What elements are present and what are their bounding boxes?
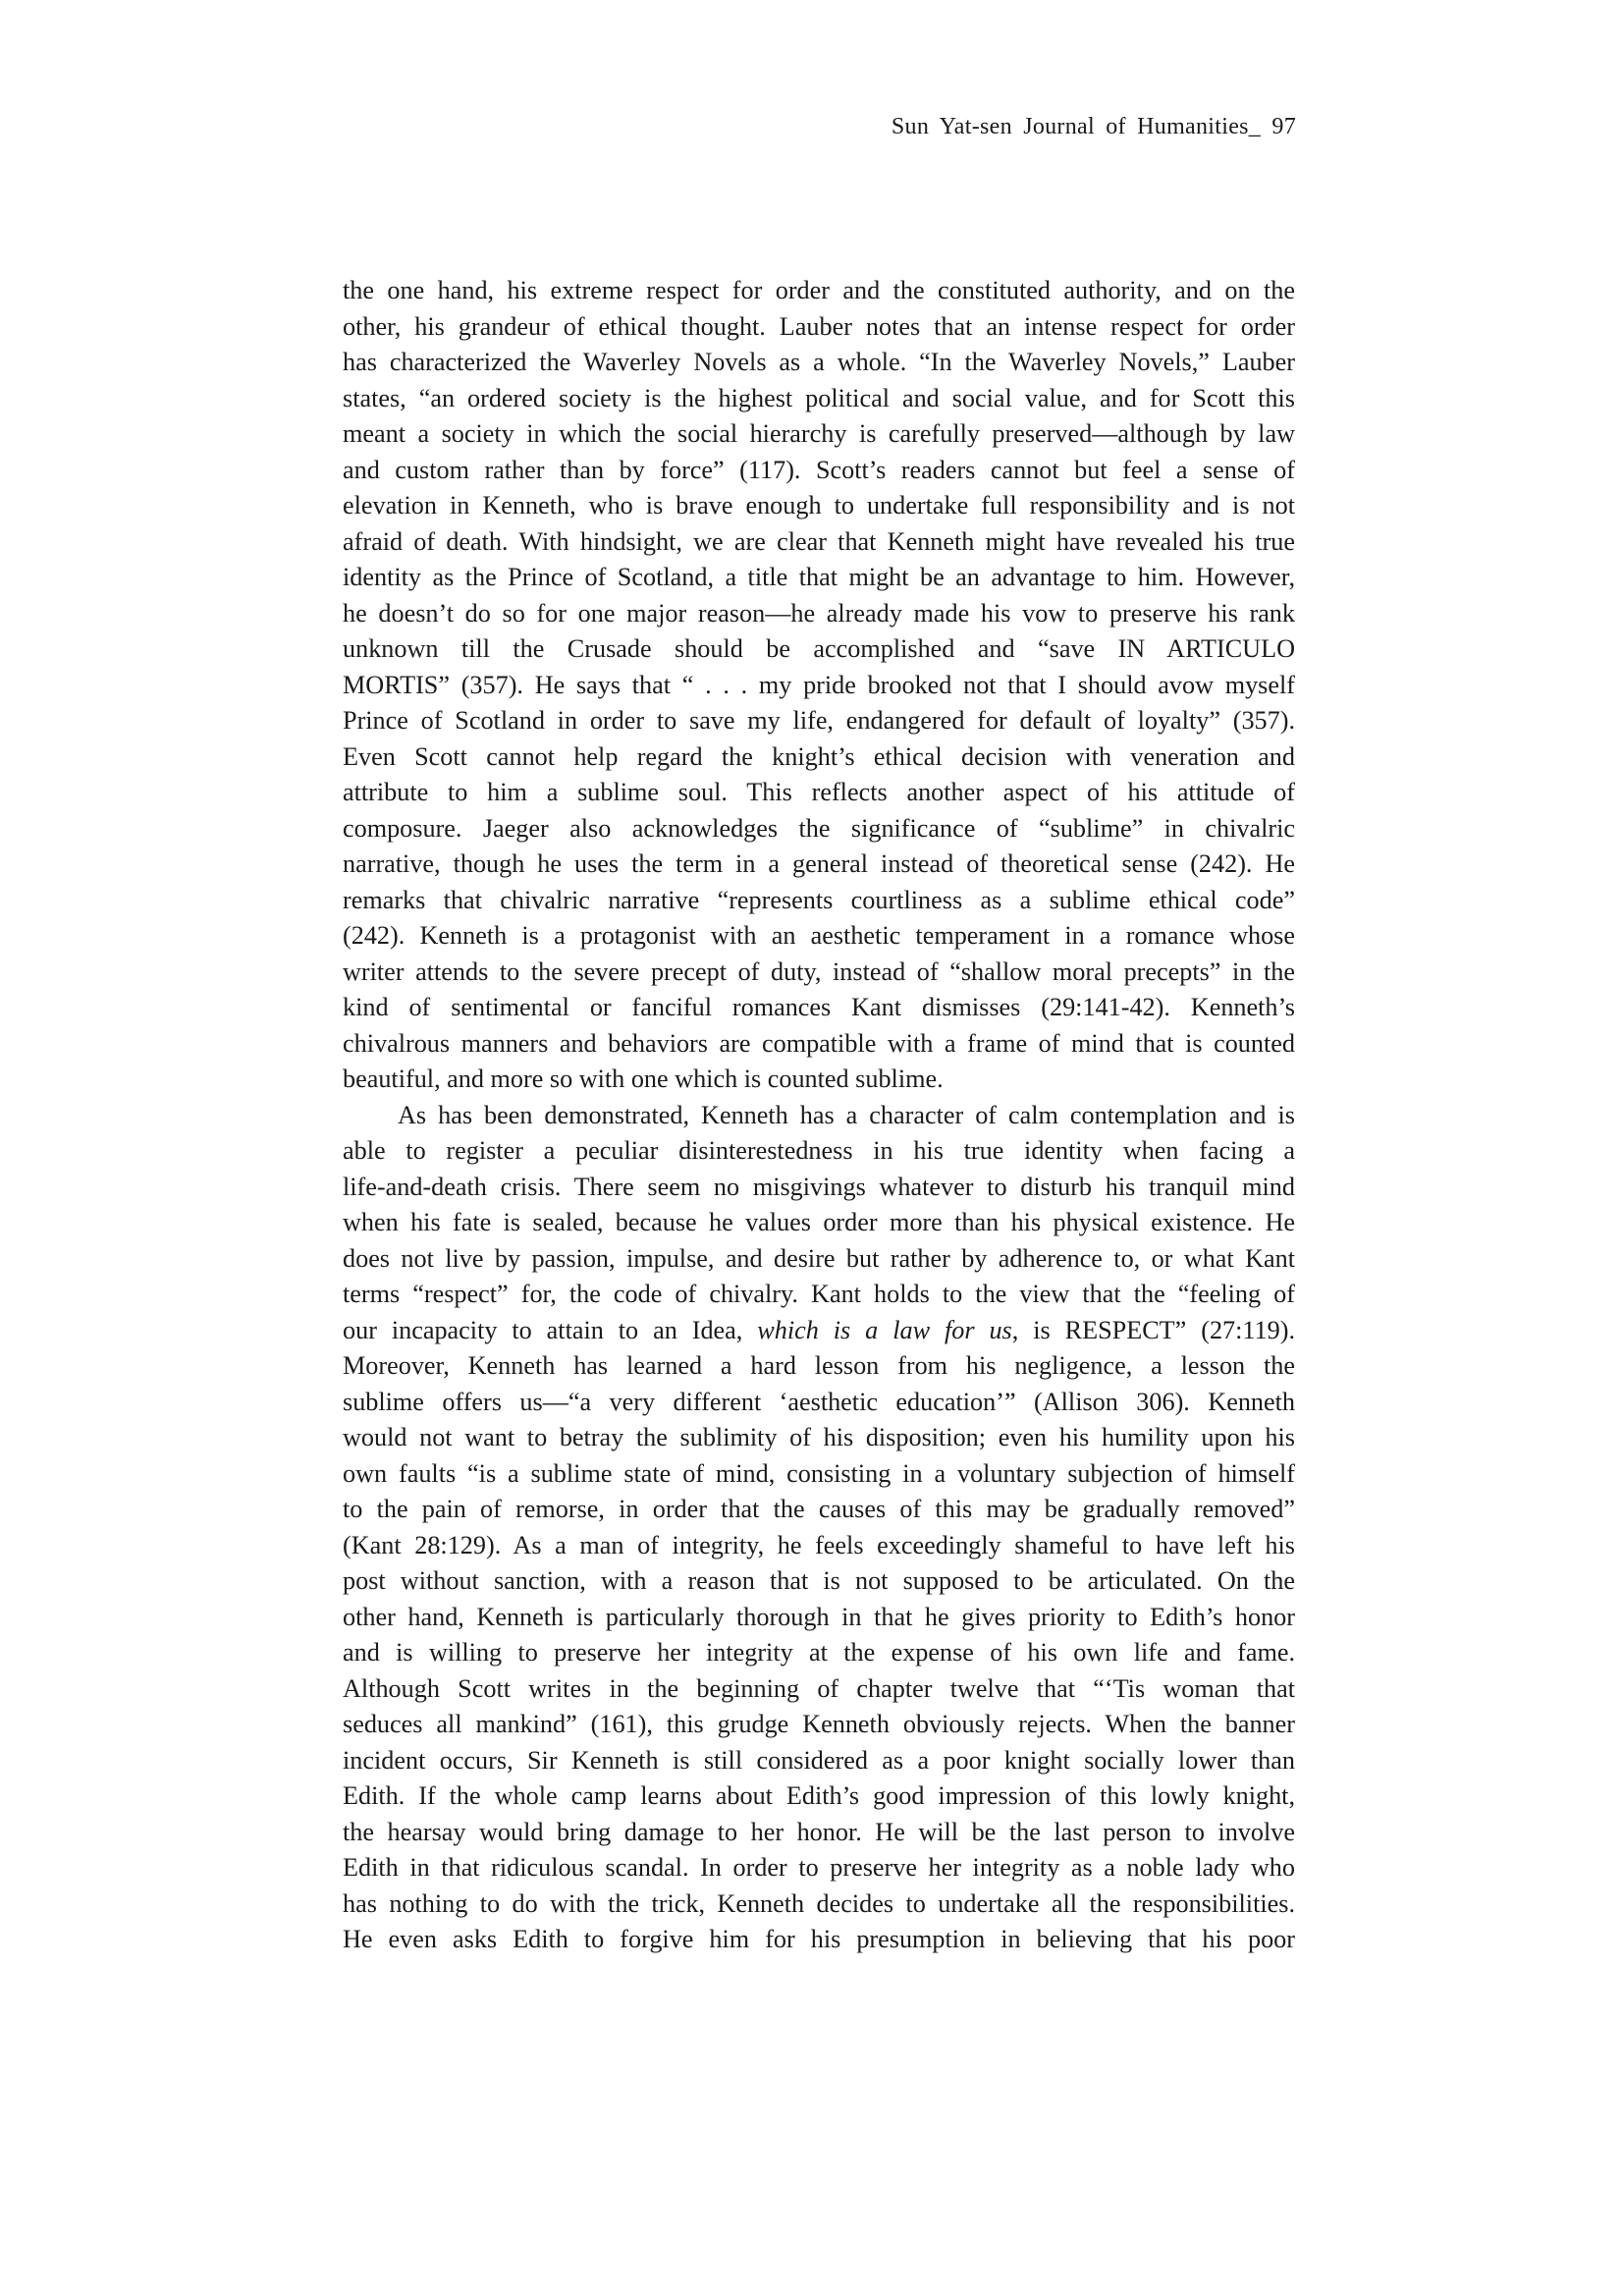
text-line: has nothing to do with the trick, Kenneth decides to undertake all the responsibilities. [343,1888,1295,1918]
text-line: elevation in Kenneth, who is brave enough to undertake full responsibility and is not [343,491,1295,519]
text-line: beautiful, and more so with one which is counted sublime. [343,1065,944,1093]
text-line: attribute to him a sublime soul. This reflects another aspect of his attitude of [343,778,1295,806]
text-line: chivalrous manners and behaviors are compatible with a frame of mind that is counted [343,1028,1295,1058]
text-line: and custom rather than by force” (117). Scott’s readers cannot but feel a sense of [343,455,1295,484]
text-line: As has been demonstrated, Kenneth has a character of calm contemplation and is [398,1100,1295,1129]
text-line: would not want to betray the sublimity of his disposition; even his humility upon his [343,1423,1295,1451]
text-line: identity as the Prince of Scotland, a title that might be an advantage to him. However, [343,563,1295,591]
body-text [343,273,1295,1958]
text-line: meant a society in which the social hierarchy is carefully preserved—although by law [343,419,1295,448]
text-line: kind of sentimental or fanciful romances Kant dismisses (29:141-42). Kenneth’s [343,993,1295,1021]
text-line: seduces all mankind” (161), this grudge Kenneth obviously rejects. When the banner [343,1710,1295,1738]
text-line: when his fate is sealed, because he values order more than his physical existence. He [343,1208,1295,1236]
text-line: post without sanction, with a reason that is not supposed to be articulated. On the [343,1566,1295,1595]
text-line: Even Scott cannot help regard the knight’s ethical decision with veneration and [343,741,1295,771]
text-line: (Kant 28:129). As a man of integrity, he feels exceedingly shameful to have left his [343,1530,1295,1559]
italic-phrase: which is a law for us [757,1315,1012,1344]
text-line: other hand, Kenneth is particularly thorough in that he gives priority to Edith’s honor [343,1602,1295,1631]
text-line: narrative, though he uses the term in a general instead of theoretical sense (242). He [343,849,1295,878]
text-line: states, “an ordered society is the highest political and social value, and for Scott this [343,383,1295,412]
text-line: own faults “is a sublime state of mind, consisting in a voluntary subjection of himself [343,1458,1295,1488]
text-line: Moreover, Kenneth has learned a hard lesson from his negligence, a lesson the [343,1351,1295,1380]
text-line: (242). Kenneth is a protagonist with an aesthetic temperament in a romance whose [343,921,1295,950]
text-line: able to register a peculiar disinterestedness in his true identity when facing a [343,1136,1295,1165]
text-line: Edith. If the whole camp learns about Edith’s good impression of this lowly knight, [343,1781,1295,1810]
text-line: life-and-death crisis. There seem no misgivings whatever to disturb his tranquil mind [343,1172,1295,1201]
text-segment: , is RESPECT” (27:119). [1011,1315,1295,1344]
paragraph-1 [343,273,1295,1098]
text-line: does not live by passion, impulse, and desire but rather by adherence to, or what Kant [343,1243,1295,1273]
text-line: afraid of death. With hindsight, we are clear that Kenneth might have revealed his true [343,526,1295,556]
text-line [343,1313,1295,1349]
text-line: other, his grandeur of ethical thought. Lauber notes that an intense respect for order [343,311,1295,341]
text-line: sublime offers us—“a very different ‘aesthetic education’” (Allison 306). Kenneth [343,1387,1295,1416]
text-line: to the pain of remorse, in order that the causes of this may be gradually removed” [343,1495,1295,1523]
text-line: writer attends to the severe precept of duty, instead of “shallow moral precepts” in the [343,957,1295,986]
text-segment: our incapacity to attain to an Idea, [343,1315,758,1344]
text-line: unknown till the Crusade should be accomplished and “save IN ARTICULO [343,634,1295,663]
paragraph-2 [343,1098,1295,1958]
text-line: Prince of Scotland in order to save my life, endangered for default of loyalty” (357). [343,706,1295,735]
text-line: Although Scott writes in the beginning of chapter twelve that “‘Tis woman that [343,1673,1295,1703]
text-line: he doesn’t do so for one major reason—he already made his vow to preserve his rank [343,598,1295,628]
text-line: Edith in that ridiculous scandal. In order to preserve her integrity as a noble lady who [343,1853,1295,1882]
text-line: has characterized the Waverley Novels as a whole. “In the Waverley Novels,” Lauber [343,348,1295,376]
text-line: remarks that chivalric narrative “represents courtliness as a sublime ethical code” [343,885,1295,914]
text-line: and is willing to preserve her integrity at the expense of his own life and fame. [343,1638,1295,1667]
text-line: composure. Jaeger also acknowledges the significance of “sublime” in chivalric [343,813,1295,843]
text-line: terms “respect” for, the code of chivalry. Kant holds to the view that the “feeling of [343,1280,1295,1308]
text-line: He even asks Edith to forgive him for his presumption in believing that his poor [343,1925,1295,1953]
text-line: MORTIS” (357). He says that “ . . . my pride brooked not that I should avow myself [343,670,1295,699]
text-line: incident occurs, Sir Kenneth is still considered as a poor knight socially lower than [343,1745,1295,1775]
running-head: Sun Yat-sen Journal of Humanities_ 97 [891,114,1296,139]
text-line: the hearsay would bring damage to her honor. He will be the last person to involve [343,1817,1295,1846]
text-line: the one hand, his extreme respect for order and the constituted authority, and on the [343,276,1295,304]
